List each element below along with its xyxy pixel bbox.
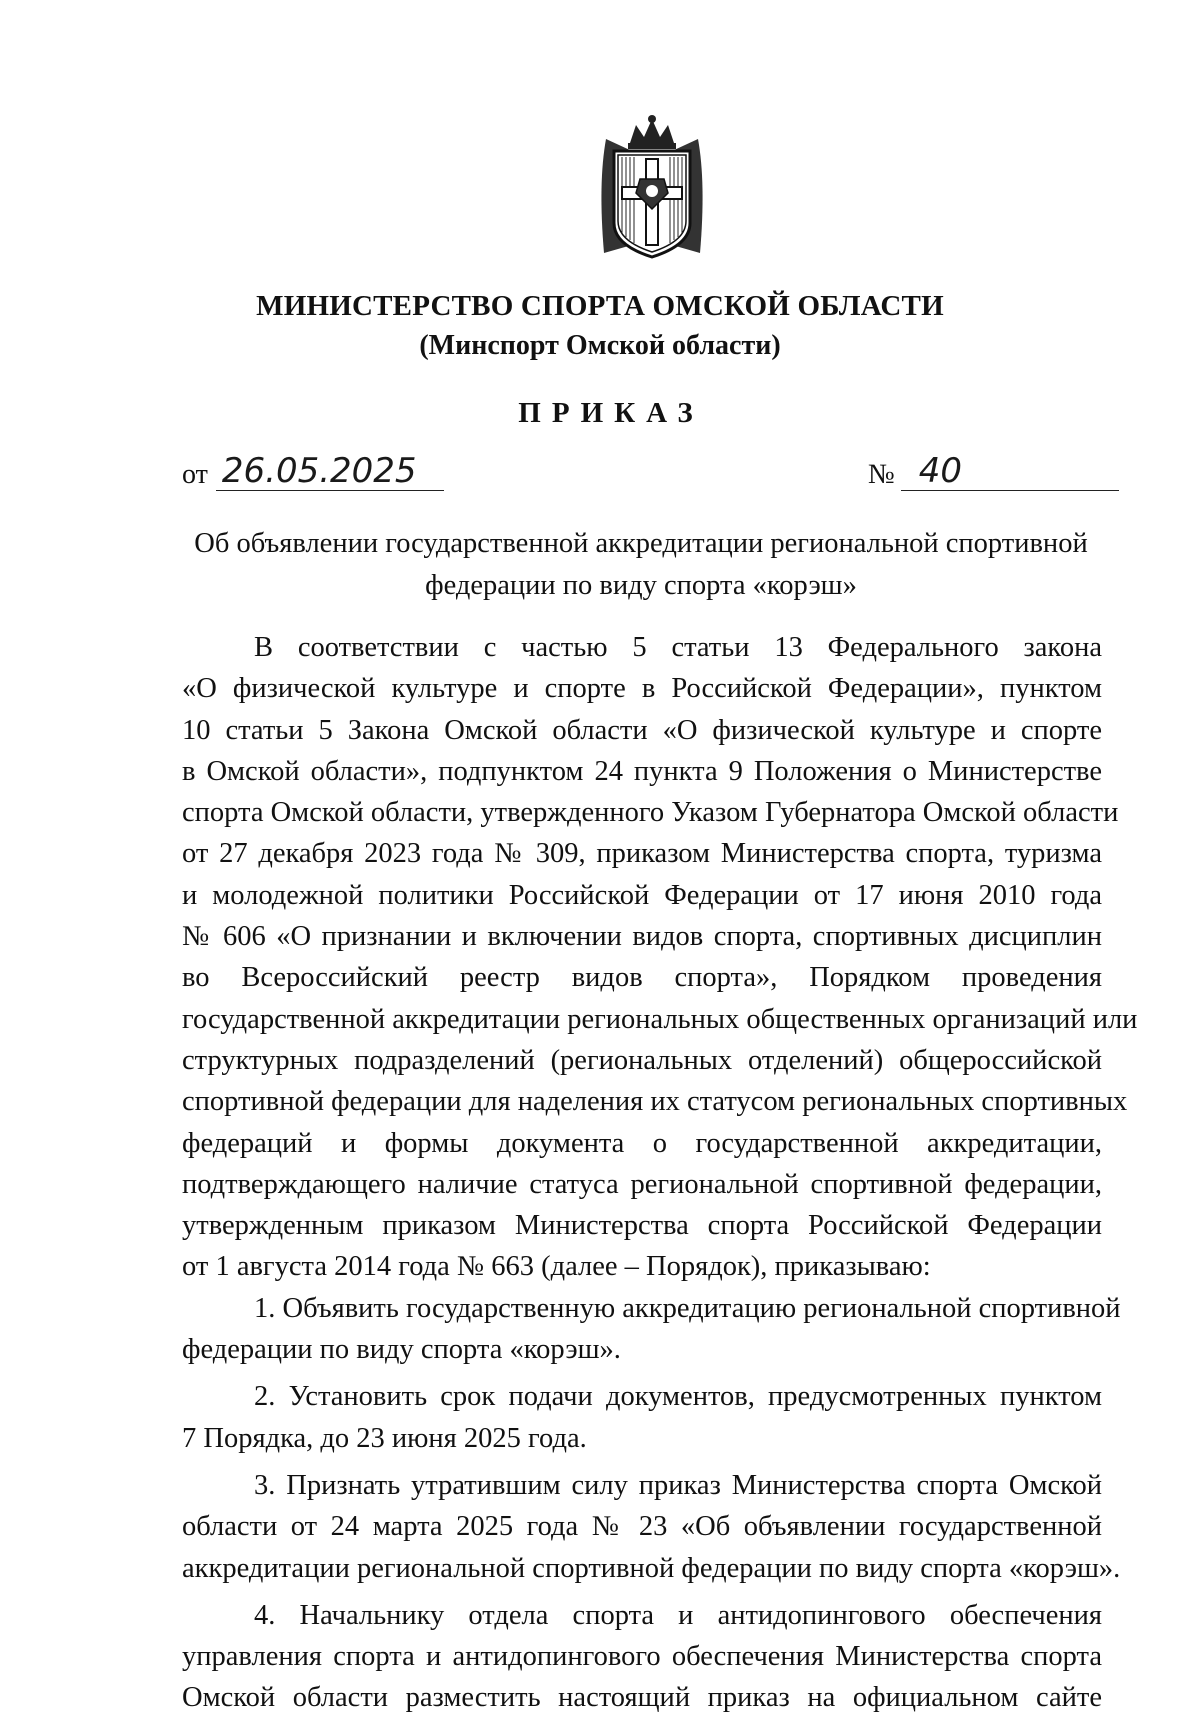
body-line: утвержденным приказом Министерства спорта Российской Федерации: [182, 1210, 1102, 1242]
order-item-4: [182, 1595, 1102, 1719]
body-line: 2. Установить срок подачи документов, предусмотренных пунктом: [254, 1381, 1102, 1413]
body-line: структурных подразделений (региональных отделений) общероссийской: [182, 1044, 1102, 1076]
body-line: в Омской области», подпунктом 24 пункта 9 Положения о Министерстве: [182, 755, 1102, 787]
body-line: спорта Омской области, утвержденного Указом Губернатора Омской области: [182, 797, 1119, 829]
body-line: «О физической культуре и спорте в Российской Федерации», пунктом: [182, 673, 1102, 705]
subject-line: Об объявлении государственной аккредитации региональной спортивной: [194, 528, 1088, 559]
number-row: [868, 452, 1119, 491]
body-line: 4. Начальнику отдела спорта и антидопингового обеспечения: [254, 1599, 1102, 1631]
body-line: подтверждающего наличие статуса региональной спортивной федерации,: [182, 1168, 1102, 1200]
date-row: [182, 452, 444, 491]
omsk-coat-of-arms-icon: [592, 113, 712, 263]
organization-name: МИНИСТЕРСТВО СПОРТА ОМСКОЙ ОБЛАСТИ: [256, 290, 944, 322]
body-line: области от 24 марта 2025 года № 23 «Об объявлении государственной: [182, 1511, 1102, 1543]
body-line: во Всероссийский реестр видов спорта», Порядком проведения: [182, 962, 1102, 994]
document-type: ПРИКАЗ: [518, 397, 704, 429]
body-line: государственной аккредитации региональных общественных организаций или: [182, 1003, 1138, 1035]
body-line: федерации по виду спорта «корэш».: [182, 1334, 621, 1366]
order-item-2: [182, 1376, 1102, 1459]
body-line: № 606 «О признании и включении видов спорта, спортивных дисциплин: [182, 921, 1102, 953]
body-line: федераций и формы документа о государственной аккредитации,: [182, 1127, 1102, 1159]
body-line: 3. Признать утратившим силу приказ Министерства спорта Омской: [254, 1469, 1102, 1501]
body-line: 10 статьи 5 Закона Омской области «О физической культуре и спорте: [182, 714, 1102, 746]
body-line: управления спорта и антидопингового обеспечения Министерства спорта: [182, 1641, 1102, 1673]
subject-line: федерации по виду спорта «корэш»: [425, 570, 857, 601]
body-line: спортивной федерации для наделения их статусом региональных спортивных: [182, 1086, 1128, 1118]
body-line: аккредитации региональной спортивной федерации по виду спорта «корэш».: [182, 1552, 1121, 1584]
number-prefix: №: [868, 459, 895, 490]
body-line: 7 Порядка, до 23 июня 2025 года.: [182, 1422, 587, 1454]
body-line: от 1 августа 2014 года № 663 (далее – Порядок), приказываю:: [182, 1251, 931, 1283]
order-item-3: [182, 1465, 1121, 1589]
body-line: и молодежной политики Российской Федерации от 17 июня 2010 года: [182, 879, 1102, 911]
body-line: Омской области разместить настоящий приказ на официальном сайте: [182, 1682, 1102, 1714]
document-subject: [182, 523, 1100, 607]
document-date: 26.05.2025: [216, 452, 444, 491]
document-number: 40: [901, 452, 1119, 491]
order-item-1: [182, 1288, 1121, 1371]
organization-short-name: (Минспорт Омской области): [419, 330, 781, 361]
document-body: [182, 627, 1138, 1719]
body-line: 1. Объявить государственную аккредитацию региональной спортивной: [254, 1292, 1121, 1324]
preamble-paragraph: [182, 627, 1138, 1288]
body-line: от 27 декабря 2023 года № 309, приказом Министерства спорта, туризма: [182, 838, 1102, 870]
body-line: В соответствии с частью 5 статьи 13 Федерального закона: [254, 632, 1102, 663]
date-prefix: от: [182, 459, 208, 490]
